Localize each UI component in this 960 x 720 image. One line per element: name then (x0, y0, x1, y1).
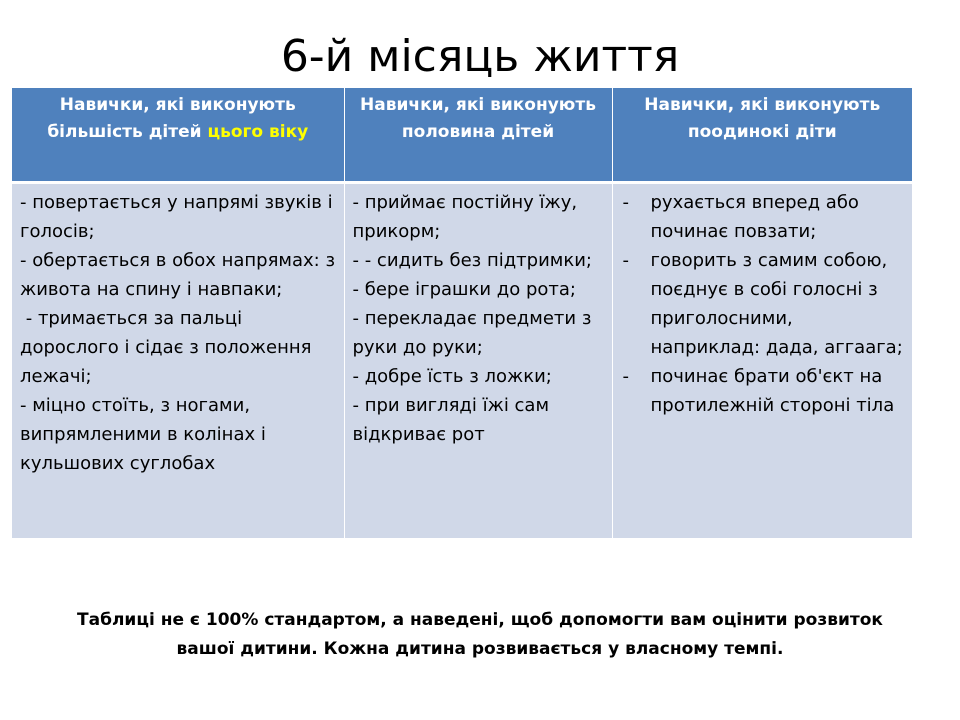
dash-bullet: - (622, 249, 629, 271)
list-item (621, 188, 905, 246)
skill-line: - тримається за пальці дорослого і сідає з положення лежачі; (20, 307, 318, 387)
skill-line: - приймає постійну їжу, прикорм; (352, 191, 583, 242)
skill-line: - повертається у напрямі звуків і голосів; (20, 191, 339, 242)
header-text: Навички, які виконують половина дітей (360, 95, 596, 142)
skill-list (621, 188, 905, 420)
skill-line: - обертається в обох напрямах: з живота на спину і навпаки; (20, 249, 341, 300)
dash-bullet: - (622, 365, 629, 387)
slide-title: 6-й місяць життя (280, 31, 680, 82)
header-text: Навички, які виконують поодинокі діти (644, 95, 881, 142)
skill-text: рухається вперед або починає повзати; (650, 191, 859, 242)
table-row (12, 182, 912, 538)
header-highlight-text: цього віку (207, 122, 309, 142)
footnote-line: вашої дитини. Кожна дитина розвивається у власному темпі. (176, 639, 784, 659)
cell-half-skills (344, 182, 612, 538)
header-cell-majority (12, 88, 344, 182)
skill-text: починає брати об'єкт на протилежній стороні тіла (650, 365, 895, 416)
skill-line: - міцно стоїть, з ногами, випрямленими в колінах і кульшових суглобах (20, 394, 272, 474)
disclaimer-footnote (0, 606, 960, 664)
cell-majority-skills (12, 182, 344, 538)
cell-few-skills (612, 182, 912, 538)
skill-line: - перекладає предмети з руки до руки; (352, 307, 598, 358)
development-table (12, 88, 912, 538)
skill-line: - бере іграшки до рота; (352, 278, 576, 300)
skill-text: говорить з самим собою, поєднує в собі голосні з приголосними, наприклад: дада, аггаага; (650, 249, 903, 358)
header-cell-few (612, 88, 912, 182)
list-item (621, 246, 905, 362)
header-text: Навички, які виконують більшість дітей (47, 95, 296, 142)
header-cell-half (344, 88, 612, 182)
skill-line: - - сидить без підтримки; (352, 249, 592, 271)
skill-line: - при вигляді їжі сам відкриває рот (352, 394, 555, 445)
skill-line: - добре їсть з ложки; (352, 365, 552, 387)
list-item (621, 362, 905, 420)
footnote-line: Таблиці не є 100% стандартом, а наведені, щоб допомогти вам оцінити розвиток (77, 610, 883, 630)
dash-bullet: - (622, 191, 629, 213)
table-header-row (12, 88, 912, 182)
